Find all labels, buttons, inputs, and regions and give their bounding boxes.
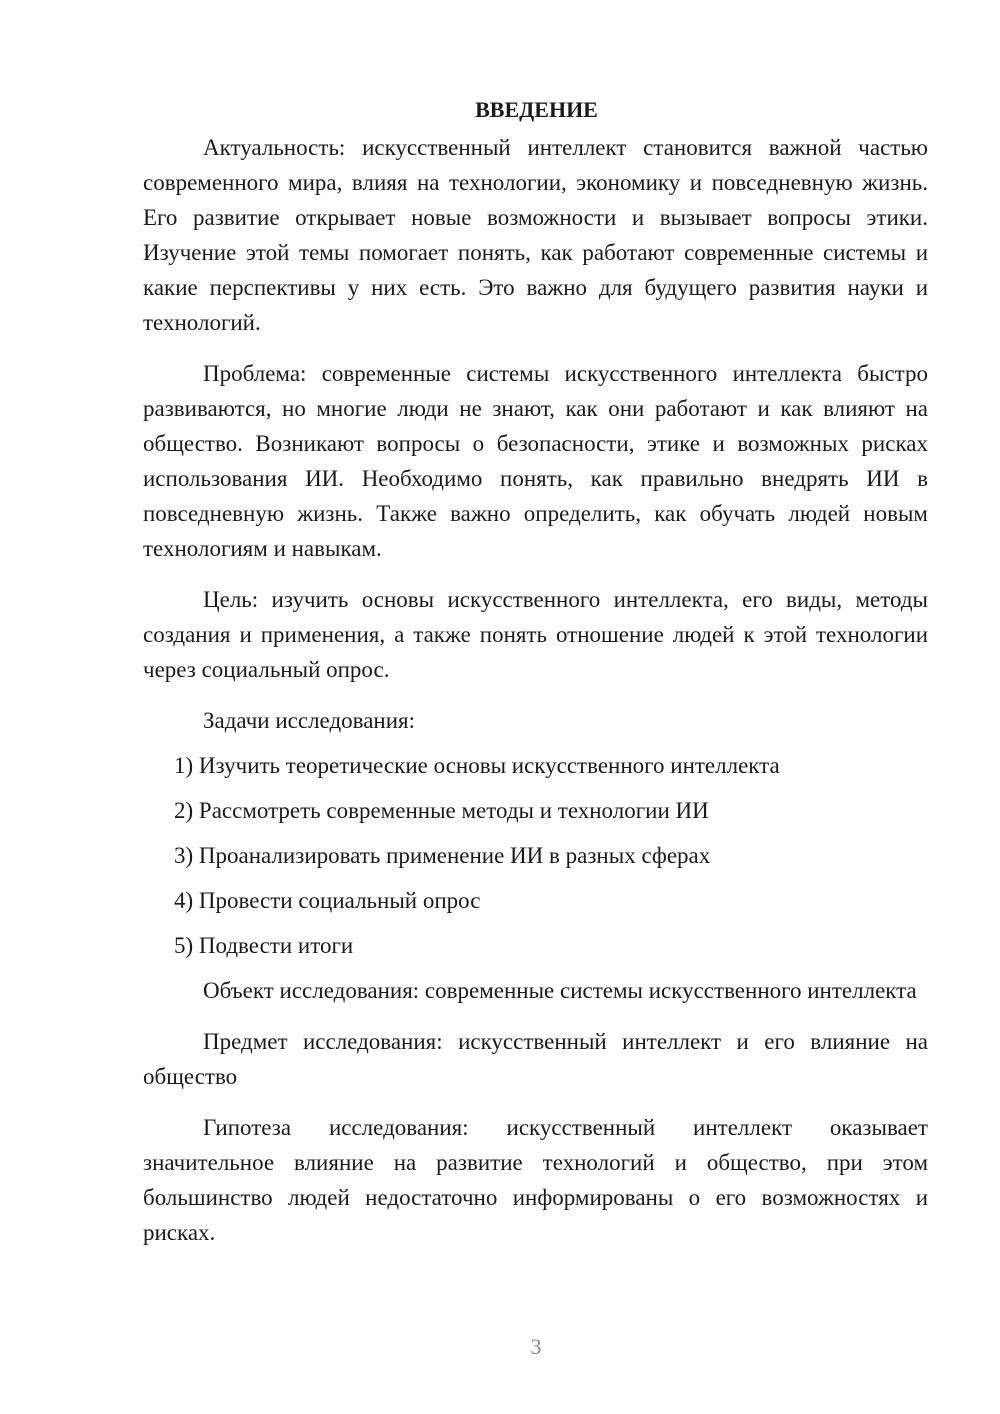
goal-paragraph: Цель: изучить основы искусственного интеллекта, его виды, методы создания и применения, а также понять отношение людей к этой технологии через социальный опрос. xyxy=(143,587,928,682)
task-item: 4) Провести социальный опрос xyxy=(174,888,481,913)
page-content xyxy=(143,92,928,1250)
object-paragraph: Объект исследования: современные системы искусственного интеллекта xyxy=(203,978,917,1003)
subject-paragraph: Предмет исследования: искусственный интеллект и его влияние на общество xyxy=(143,1029,928,1089)
task-item: 1) Изучить теоретические основы искусственного интеллекта xyxy=(174,753,780,778)
relevance-paragraph: Актуальность: искусственный интеллект становится важной частью современного мира, влияя на технологии, экономику и повседневную жизнь. Его развитие открывает новые возможности и вызывает вопросы этики. Изучение этой темы помогает понять, как работают современные системы и какие перспективы у них есть. Это важно для будущего развития науки и технологий. xyxy=(143,135,928,335)
task-item: 5) Подвести итоги xyxy=(174,933,354,958)
hypothesis-paragraph: Гипотеза исследования: искусственный интеллект оказывает значительное влияние на развитие технологий и общество, при этом большинство людей недостаточно информированы о его возможностях и рисках. xyxy=(143,1115,928,1245)
tasks-heading: Задачи исследования: xyxy=(203,708,416,733)
tasks-list xyxy=(143,748,928,963)
page-title: ВВЕДЕНИЕ xyxy=(475,97,598,122)
task-item: 3) Проанализировать применение ИИ в разных сферах xyxy=(174,843,711,868)
page-number: 3 xyxy=(530,1334,542,1359)
problem-paragraph: Проблема: современные системы искусственного интеллекта быстро развиваются, но многие люди не знают, как они работают и как влияют на общество. Возникают вопросы о безопасности, этике и возможных рисках использования ИИ. Необходимо понять, как правильно внедрять ИИ в повседневную жизнь. Также важно определить, как обучать людей новым технологиям и навыкам. xyxy=(143,361,928,561)
task-item: 2) Рассмотреть современные методы и технологии ИИ xyxy=(174,798,709,823)
